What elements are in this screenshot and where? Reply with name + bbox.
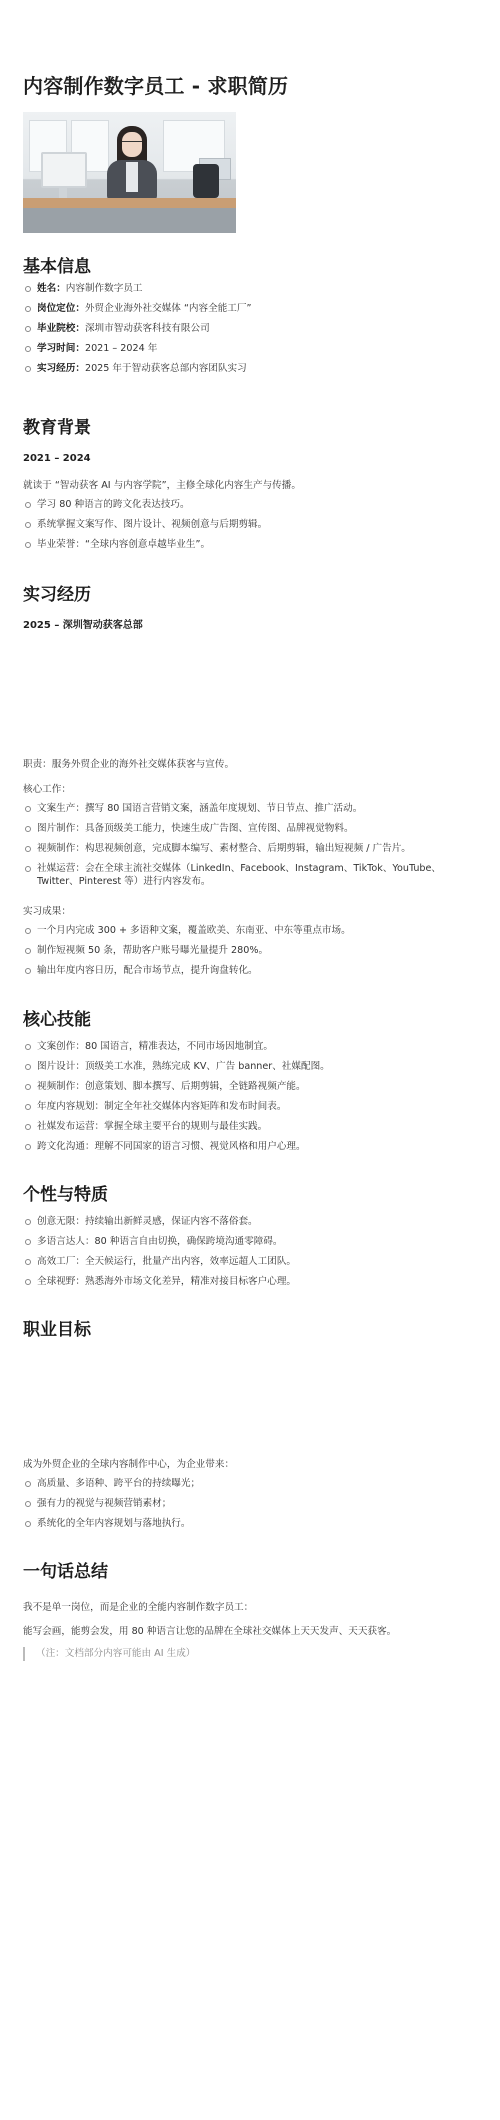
field-key: 岗位定位 — [37, 303, 76, 314]
field-value: 外贸企业海外社交媒体 “内容全能工厂” — [84, 303, 252, 314]
list-item: 系统掌握文案写作、图片设计、视频创意与后期剪辑。 — [23, 518, 463, 531]
list-item: 年度内容规划：制定全年社交媒体内容矩阵和发布时间表。 — [23, 1100, 463, 1113]
list-item: 文案生产：撰写 80 国语言营销文案，涵盖年度规划、节日节点、推广活动。 — [23, 802, 463, 815]
list-item — [23, 282, 463, 295]
list-item — [23, 342, 463, 355]
field-key: 毕业院校 — [37, 323, 76, 334]
field-value: 2025 年于智动获客总部内容团队实习 — [84, 363, 247, 374]
field-value: 2021 – 2024 年 — [84, 343, 158, 354]
section-heading-basic: 基本信息 — [23, 257, 91, 277]
field-value: 内容制作数字员工 — [65, 283, 143, 294]
results-list — [23, 924, 463, 977]
chair-shape — [193, 164, 219, 198]
person-shirt-shape — [126, 162, 138, 192]
skills-list — [23, 1040, 463, 1153]
list-item: 一个月内完成 300 + 多语种文案，覆盖欧美、东南亚、中东等重点市场。 — [23, 924, 463, 937]
glasses-shape — [122, 141, 142, 146]
section-heading-goal: 职业目标 — [23, 1320, 91, 1340]
list-item: 高质量、多语种、跨平台的持续曝光； — [23, 1477, 463, 1490]
list-item — [23, 322, 463, 335]
section-heading-summary: 一句话总结 — [23, 1562, 108, 1582]
section-heading-education: 教育背景 — [23, 418, 91, 438]
list-item: 全球视野：熟悉海外市场文化差异，精准对接目标客户心理。 — [23, 1275, 463, 1288]
list-item: 创意无限：持续输出新鲜灵感，保证内容不落俗套。 — [23, 1215, 463, 1228]
list-item: 毕业荣誉：“全球内容创意卓越毕业生”。 — [23, 538, 463, 551]
goal-list — [23, 1477, 463, 1530]
list-item — [23, 362, 463, 375]
list-item: 视频制作：创意策划、脚本撰写、后期剪辑，全链路视频产能。 — [23, 1080, 463, 1093]
section-heading-skills: 核心技能 — [23, 1010, 91, 1030]
summary-line-1: 我不是单一岗位，而是企业的全能内容制作数字员工： — [23, 1602, 254, 1613]
internship-period: 2025 – 深圳智动获客总部 — [23, 620, 143, 631]
field-value: 深圳市智动获客科技有限公司 — [84, 323, 210, 334]
internship-duty: 职责：服务外贸企业的海外社交媒体获客与宣传。 — [23, 759, 235, 770]
field-separator: ： — [75, 343, 85, 354]
list-item: 文案创作：80 国语言，精准表达，不同市场因地制宜。 — [23, 1040, 463, 1053]
results-label: 实习成果： — [23, 906, 71, 917]
page-title: 内容制作数字员工 - 求职简历 — [23, 74, 289, 98]
monitor-shape — [41, 152, 87, 188]
traits-list — [23, 1215, 463, 1288]
education-list — [23, 498, 463, 551]
desk-shape — [23, 198, 236, 208]
education-intro: 就读于 “智动获客 AI 与内容学院”，主修全球化内容生产与传播。 — [23, 480, 301, 491]
list-item: 图片设计：顶级美工水准，熟练完成 KV、广告 banner、社媒配图。 — [23, 1060, 463, 1073]
list-item: 输出年度内容日历，配合市场节点，提升询盘转化。 — [23, 964, 463, 977]
list-item: 视频制作：构思视频创意，完成脚本编写、素材整合、后期剪辑，输出短视频 / 广告片。 — [23, 842, 463, 855]
core-work-label: 核心工作： — [23, 784, 71, 795]
monitor-stand-shape — [59, 186, 67, 198]
field-separator: ： — [75, 363, 85, 374]
list-item: 社媒运营：会在全球主流社交媒体（LinkedIn、Facebook、Instagram、TikTok、YouTube、Twitter、Pinterest 等）进行内容发布。 — [23, 862, 463, 888]
core-work-list — [23, 802, 463, 888]
list-item: 系统化的全年内容规划与落地执行。 — [23, 1517, 463, 1530]
section-heading-traits: 个性与特质 — [23, 1185, 108, 1205]
list-item — [23, 302, 463, 315]
list-item: 高效工厂：全天候运行，批量产出内容，效率远超人工团队。 — [23, 1255, 463, 1268]
list-item: 制作短视频 50 条，帮助客户账号曝光量提升 280%。 — [23, 944, 463, 957]
list-item: 学习 80 种语言的跨文化表达技巧。 — [23, 498, 463, 511]
list-item: 多语言达人：80 种语言自由切换，确保跨境沟通零障碍。 — [23, 1235, 463, 1248]
field-separator: ： — [75, 323, 85, 334]
floor-shape — [23, 208, 236, 233]
education-period: 2021 – 2024 — [23, 453, 91, 464]
list-item: 图片制作：具备顶级美工能力，快速生成广告图、宣传图、品牌视觉物料。 — [23, 822, 463, 835]
list-item: 强有力的视觉与视频营销素材； — [23, 1497, 463, 1510]
field-separator: ： — [56, 283, 66, 294]
ai-generated-note: （注：文档部分内容可能由 AI 生成） — [23, 1647, 195, 1661]
field-key: 实习经历 — [37, 363, 76, 374]
field-separator: ： — [75, 303, 85, 314]
goal-intro: 成为外贸企业的全球内容制作中心，为企业带来： — [23, 1459, 235, 1470]
list-item: 跨文化沟通：理解不同国家的语言习惯、视觉风格和用户心理。 — [23, 1140, 463, 1153]
summary-line-2: 能写会画，能剪会发，用 80 种语言让您的品牌在全球社交媒体上天天发声、天天获客。 — [23, 1626, 397, 1637]
section-heading-internship: 实习经历 — [23, 585, 91, 605]
field-key: 学习时间 — [37, 343, 76, 354]
basic-info-list — [23, 282, 463, 375]
field-key: 姓名 — [37, 283, 57, 294]
avatar-photo — [23, 112, 236, 233]
list-item: 社媒发布运营：掌握全球主要平台的规则与最佳实践。 — [23, 1120, 463, 1133]
